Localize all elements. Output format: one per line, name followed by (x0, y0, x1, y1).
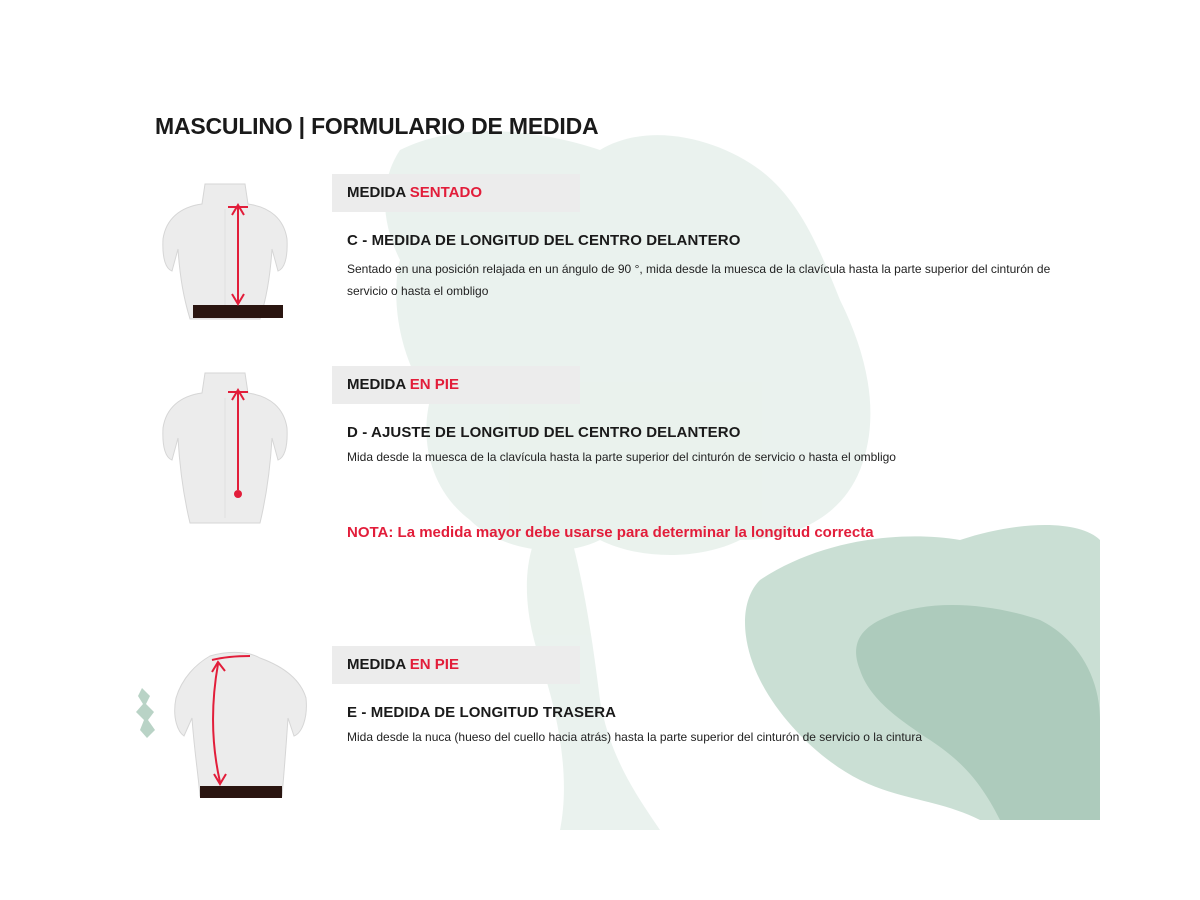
torso-front-standing-icon (160, 368, 290, 530)
measure-label-accent: SENTADO (409, 184, 483, 201)
measure-heading: E - MEDIDA DE LONGITUD TRASERA (347, 704, 617, 721)
torso-back-standing-icon (170, 648, 310, 816)
measure-label-prefix: MEDIDA (347, 184, 406, 201)
measure-description: Mida desde la muesca de la clavícula hasta la parte superior del cinturón de servicio o hasta el ombligo (347, 450, 896, 464)
measure-label-prefix: MEDIDA (347, 376, 406, 393)
measure-heading: D - AJUSTE DE LONGITUD DEL CENTRO DELANTERO (347, 424, 741, 441)
measure-label-accent: EN PIE (409, 656, 459, 673)
measure-label-bar (332, 366, 580, 404)
section-standing-back (130, 646, 1130, 816)
measure-description: Mida desde la nuca (hueso del cuello hacia atrás) hasta la parte superior del cinturón de servicio o la cintura (347, 730, 922, 744)
section-seated-front (130, 174, 1130, 344)
measure-label-prefix: MEDIDA (347, 656, 406, 673)
measure-heading: C - MEDIDA DE LONGITUD DEL CENTRO DELANTERO (347, 232, 741, 249)
measure-label-bar (332, 174, 580, 212)
measure-description: Sentado en una posición relajada en un ángulo de 90 °, mida desde la muesca de la clavícula hasta la parte superior del cinturón de servicio o hasta el ombligo (347, 262, 1051, 298)
measure-label-accent: EN PIE (409, 376, 459, 393)
page-title: MASCULINO | FORMULARIO DE MEDIDA (155, 113, 599, 139)
measure-note: NOTA: La medida mayor debe usarse para determinar la longitud correcta (347, 524, 874, 541)
measure-label-bar (332, 646, 580, 684)
section-standing-front (130, 366, 1130, 566)
torso-front-seated-icon (160, 179, 290, 339)
